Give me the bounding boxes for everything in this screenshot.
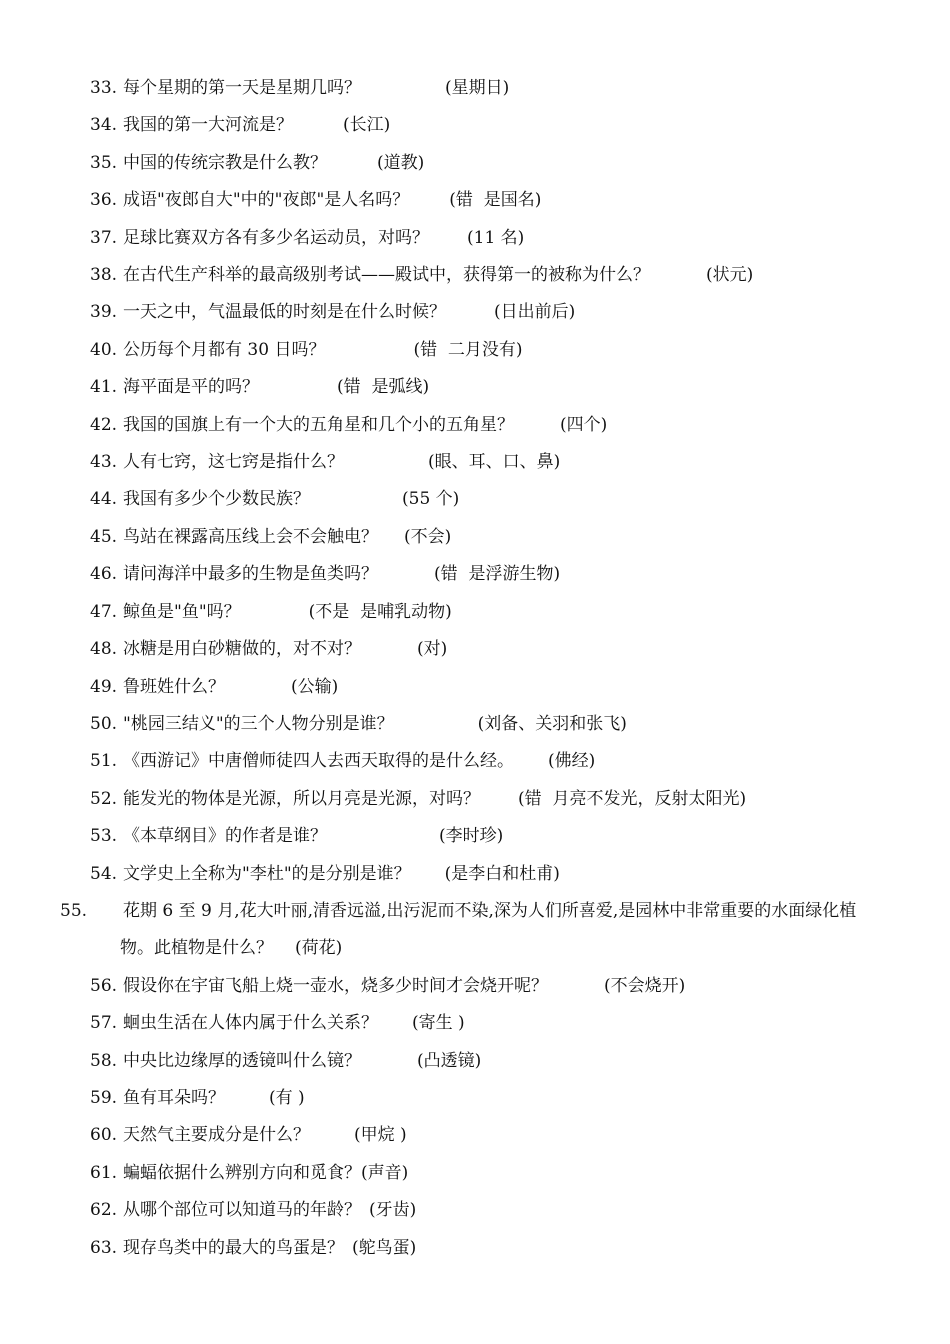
question-number: 35. [90, 152, 118, 173]
answer-text: (11 名) [467, 227, 525, 248]
answer-text: (鸵鸟蛋) [352, 1237, 417, 1258]
question-number: 53. [90, 826, 118, 847]
answer-text: (眼、耳、口、鼻) [428, 452, 561, 473]
question-number: 48. [90, 639, 118, 660]
question-number: 40. [90, 339, 118, 360]
list-item [90, 145, 890, 182]
question-text: 中国的传统宗教是什么教？ [123, 152, 327, 173]
question-text: 海平面是平的吗？ [123, 377, 259, 398]
question-number: 44. [90, 489, 118, 510]
question-text: 《西游记》中唐僧师徒四人去西天取得的是什么经。 [123, 751, 514, 772]
question-text: "桃园三结义"的三个人物分别是谁？ [123, 713, 394, 734]
answer-text: (道教) [377, 152, 425, 173]
list-item [90, 369, 890, 406]
question-text: 冰糖是用白砂糖做的，对不对？ [123, 639, 361, 660]
question-number: 50. [90, 713, 118, 734]
list-item [90, 743, 890, 780]
answer-text: (牙齿) [369, 1200, 417, 1221]
question-text: 人有七窍，这七窍是指什么？ [123, 452, 344, 473]
answer-text: (是李白和杜甫) [444, 863, 560, 884]
question-text: 我国的国旗上有一个大的五角星和几个小的五角星？ [123, 414, 514, 435]
question-number: 46. [90, 564, 118, 585]
answer-text: (甲烷 ) [354, 1125, 407, 1146]
question-text: 《本草纲目》的作者是谁？ [123, 826, 327, 847]
question-number: 58. [90, 1050, 118, 1071]
answer-text: (李时珍) [439, 826, 504, 847]
list-item [90, 70, 890, 107]
question-text: 蝙蝠依据什么辨别方向和觅食？ [123, 1162, 361, 1183]
question-text: 在古代生产科举的最高级别考试——殿试中，获得第一的被称为什么？ [123, 265, 650, 286]
list-item [90, 107, 890, 144]
question-text: 蛔虫生活在人体内属于什么关系？ [123, 1013, 378, 1034]
list-item [90, 856, 890, 893]
question-number: 38. [90, 265, 118, 286]
list-item [90, 781, 890, 818]
question-number: 47. [90, 601, 118, 622]
answer-text: (不会烧开) [604, 975, 686, 996]
list-item [90, 594, 890, 631]
question-text: 从哪个部位可以知道马的年龄？ [123, 1200, 361, 1221]
question-number: 45. [90, 526, 118, 547]
list-item [90, 407, 890, 444]
question-text: 中央比边缘厚的透镜叫什么镜？ [123, 1050, 361, 1071]
list-item [90, 631, 890, 668]
question-text: 请问海洋中最多的生物是鱼类吗？ [123, 564, 378, 585]
list-item [90, 182, 890, 219]
answer-text: (星期日) [445, 78, 510, 98]
answer-text: (对) [417, 639, 448, 660]
question-number: 42. [90, 414, 118, 435]
answer-text: (错 是国名) [449, 190, 542, 211]
question-number: 37. [90, 227, 118, 248]
question-number: 52. [90, 788, 118, 809]
answer-text: (凸透镜) [417, 1050, 482, 1071]
answer-text: (四个) [560, 414, 608, 435]
answer-text: (不是 是哺乳动物) [308, 601, 452, 622]
answer-text: (55 个) [402, 489, 460, 510]
answer-text: (错 二月没有) [413, 339, 523, 360]
question-text: 我国的第一大河流是？ [123, 115, 293, 136]
question-text: 文学史上全称为"李杜"的是分别是谁？ [123, 863, 411, 884]
question-number: 54. [90, 863, 118, 884]
list-item [90, 519, 890, 556]
list-item [90, 1117, 890, 1154]
question-number: 63. [90, 1237, 118, 1258]
list-item [90, 1192, 890, 1229]
question-number: 59. [90, 1087, 118, 1108]
answer-text: (荷花) [295, 938, 343, 959]
question-number: 61. [90, 1162, 118, 1183]
answer-text: (寄生 ) [412, 1013, 465, 1034]
question-text: 一天之中，气温最低的时刻是在什么时候？ [123, 302, 446, 323]
question-text: 成语"夜郎自大"中的"夜郎"是人名吗？ [123, 190, 410, 211]
question-text: 能发光的物体是光源，所以月亮是光源，对吗？ [123, 788, 480, 809]
answer-text: (错 是弧线) [337, 377, 430, 398]
answer-text: (错 是浮游生物) [434, 564, 561, 585]
question-text: 花期 6 至 9 月,花大叶丽,清香远溢,出污泥而不染,深为人们所喜爱,是园林中非常重要的水面绿化植物。此植物是什么？ [120, 900, 857, 959]
answer-text: (佛经) [548, 751, 596, 772]
question-text: 鸟站在裸露高压线上会不会触电？ [123, 526, 378, 547]
list-item [90, 1005, 890, 1042]
question-text: 鲁班姓什么？ [123, 676, 225, 697]
question-text: 现存鸟类中的最大的鸟蛋是？ [123, 1237, 344, 1258]
list-item [90, 818, 890, 855]
question-text: 每个星期的第一天是星期几吗？ [123, 78, 361, 98]
list-item [60, 893, 890, 968]
question-number: 49. [90, 676, 118, 697]
list-item [90, 706, 890, 743]
question-number: 34. [90, 115, 118, 136]
answer-text: (长江) [343, 115, 391, 136]
list-item [90, 257, 890, 294]
answer-text: (声音) [361, 1162, 409, 1183]
list-item [90, 1155, 890, 1192]
question-text: 足球比赛双方各有多少名运动员，对吗？ [123, 227, 429, 248]
answer-text: (刘备、关羽和张飞) [477, 713, 627, 734]
question-number: 55. [60, 900, 88, 921]
question-number: 36. [90, 190, 118, 211]
question-text: 假设你在宇宙飞船上烧一壶水，烧多少时间才会烧开呢？ [123, 975, 548, 996]
question-text: 天然气主要成分是什么？ [123, 1125, 310, 1146]
list-item [90, 1230, 890, 1267]
list-item [90, 294, 890, 331]
answer-text: (错 月亮不发光，反射太阳光) [518, 788, 747, 809]
question-number: 60. [90, 1125, 118, 1146]
question-text: 鲸鱼是"鱼"吗？ [123, 601, 241, 622]
answer-text: (状元) [706, 265, 754, 286]
list-item [90, 968, 890, 1005]
answer-text: (日出前后) [494, 302, 576, 323]
answer-text: (有 ) [269, 1087, 305, 1108]
question-number: 39. [90, 302, 118, 323]
question-text: 公历每个月都有 30 日吗？ [123, 339, 326, 360]
list-item [90, 332, 890, 369]
question-text: 我国有多少个少数民族？ [123, 489, 310, 510]
list-item [90, 444, 890, 481]
answer-text: (公输) [291, 676, 339, 697]
question-number: 41. [90, 377, 118, 398]
question-number: 62. [90, 1200, 118, 1221]
list-item [90, 1043, 890, 1080]
question-number: 56. [90, 975, 118, 996]
question-number: 43. [90, 452, 118, 473]
list-item [90, 220, 890, 257]
list-item [90, 481, 890, 518]
question-number: 51. [90, 751, 118, 772]
question-text: 鱼有耳朵吗？ [123, 1087, 225, 1108]
question-number: 33. [90, 78, 118, 98]
list-item [90, 669, 890, 706]
qa-list [60, 70, 890, 1267]
list-item [90, 1080, 890, 1117]
answer-text: (不会) [404, 526, 452, 547]
list-item [90, 556, 890, 593]
question-number: 57. [90, 1013, 118, 1034]
